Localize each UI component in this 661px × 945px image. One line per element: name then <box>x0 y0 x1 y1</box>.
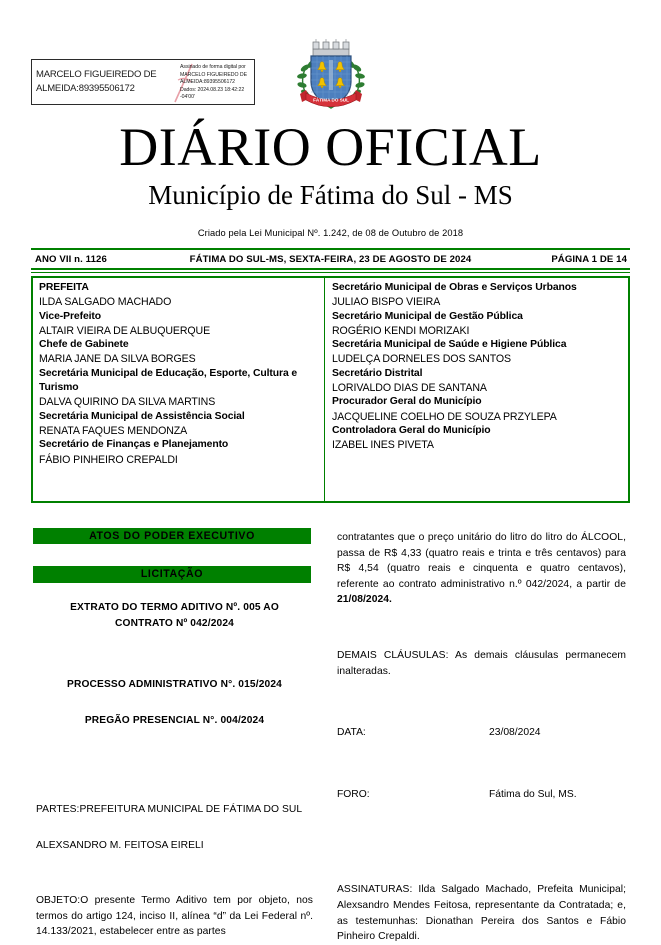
signature-name-line-2: ALMEIDA:89395506172 <box>36 83 135 94</box>
digital-signature-stamp <box>31 59 255 105</box>
official-person: MARIA JANE DA SILVA BORGES <box>39 353 196 366</box>
officials-left-column <box>39 281 321 467</box>
section-banner-licitacao: LICITAÇÃO <box>33 566 311 583</box>
partes-line: PARTES:PREFEITURA MUNICIPAL DE FÁTIMA DO SUL <box>36 804 303 815</box>
official-role: Secretário Municipal de Gestão Pública <box>332 310 523 322</box>
page-title: DIÁRIO OFICIAL <box>119 117 542 177</box>
officials-right-column <box>332 281 622 453</box>
infobar-rule-bottom <box>31 268 630 270</box>
official-role: Vice-Prefeito <box>39 310 102 322</box>
infobar <box>31 252 630 267</box>
content-column-right <box>337 530 626 945</box>
creation-law-line: Criado pela Lei Municipal Nº. 1.242, de 08 de Outubro de 2018 <box>197 228 464 238</box>
objeto-continuation-paragraph <box>337 530 626 608</box>
official-role: Procurador Geral do Município <box>332 396 482 408</box>
foro-value: Fátima do Sul, MS. <box>489 788 577 800</box>
pregao-presencial-heading: PREGÃO PRESENCIAL N°. 004/2024 <box>84 714 265 726</box>
official-role: Secretária Municipal de Saúde e Higiene Pública <box>332 339 567 351</box>
signature-detail-line-3: ALMEIDA:89395506172 <box>180 79 236 86</box>
official-person: ILDA SALGADO MACHADO <box>39 296 172 309</box>
data-label: DATA: <box>337 727 366 739</box>
official-person: ALTAIR VIEIRA DE ALBUQUERQUE <box>39 324 211 337</box>
officials-box <box>31 276 630 503</box>
official-role: PREFEITA <box>39 282 89 293</box>
official-person: DALVA QUIRINO DA SILVA MARTINS <box>39 396 216 409</box>
assinaturas-paragraph: ASSINATURAS: Ilda Salgado Machado, Prefeita Municipal; Alexsandro Mendes Feitosa, representante da Contratada; e, as testemunhas: Dionathan Pereira dos Santos e Fábio Pinheiro Crepaldi. <box>337 884 626 943</box>
objeto-paragraph: OBJETO:O presente Termo Aditivo tem por objeto, nos termos do artigo 124, inciso II, alínea “d” da Lei Federal nº. 14.133/2021, estabelecer entre as partes <box>36 895 313 938</box>
coat-of-arms-icon <box>296 36 366 120</box>
official-person: RENATA FAQUES MENDONZA <box>39 424 188 437</box>
infobar-year-issue: ANO VII n. 1126 <box>35 254 107 265</box>
content-column-left <box>36 600 313 940</box>
signature-detail-line-2: MARCELO FIGUEIREDO DE <box>180 71 247 78</box>
infobar-rule-top <box>31 248 630 250</box>
demais-clausulas-paragraph: DEMAIS CLÁUSULAS: As demais cláusulas permanecem inalteradas. <box>337 649 626 677</box>
signature-details <box>180 64 255 102</box>
official-role: Secretária Municipal de Assistência Social <box>39 410 245 422</box>
infobar-rule-bottom-thin <box>31 272 630 273</box>
signature-detail-line-1: Assinado de forma digital por <box>180 64 246 70</box>
infobar-city-date: FÁTIMA DO SUL-MS, SEXTA-FEIRA, 23 DE AGOSTO DE 2024 <box>189 254 472 265</box>
official-person: FÁBIO PINHEIRO CREPALDI <box>39 453 178 466</box>
foro-row <box>337 787 626 803</box>
infobar-page-number: PÁGINA 1 DE 14 <box>551 254 627 265</box>
processo-administrativo-heading: PROCESSO ADMINISTRATIVO N°. 015/2024 <box>67 679 282 690</box>
official-role: Secretário Municipal de Obras e Serviços Urbanos <box>332 282 577 293</box>
official-person: LORIVALDO DIAS DE SANTANA <box>332 382 487 395</box>
official-role: Secretário de Finanças e Planejamento <box>39 439 229 451</box>
official-role: Controladora Geral do Município <box>332 424 491 436</box>
data-row <box>337 725 626 741</box>
official-person: JULIAO BISPO VIEIRA <box>332 296 441 309</box>
foro-label: FORO: <box>337 788 370 800</box>
signature-detail-line-4: Dados: 2024.08.23 18:42:22 -04'00' <box>180 86 245 101</box>
contratada-line: ALEXSANDRO M. FEITOSA EIRELI <box>36 839 204 851</box>
signature-name-line-1: MARCELO FIGUEIREDO DE <box>36 69 157 80</box>
page-subtitle: Município de Fátima do Sul - MS <box>148 180 513 210</box>
extract-heading-line-1: EXTRATO DO TERMO ADITIVO Nº. 005 AO <box>70 602 279 613</box>
official-role: Secretário Distrital <box>332 367 423 379</box>
official-person: LUDELÇA DORNELES DOS SANTOS <box>332 353 512 366</box>
official-person: ROGÉRIO KENDI MORIZAKI <box>332 324 470 337</box>
data-value: 23/08/2024 <box>489 727 541 739</box>
official-person: IZABEL INES PIVETA <box>332 439 434 452</box>
objeto-effective-date: 21/08/2024. <box>337 594 392 606</box>
official-role: Chefe de Gabinete <box>39 339 129 351</box>
masthead <box>0 118 661 240</box>
officials-column-divider <box>324 278 325 501</box>
section-banner-executive: ATOS DO PODER EXECUTIVO <box>33 528 311 544</box>
official-person: JACQUELINE COELHO DE SOUZA PRZYLEPA <box>332 410 557 423</box>
signature-name <box>36 68 182 96</box>
official-role: Secretária Municipal de Educação, Esporte, Cultura e Turismo <box>39 367 298 394</box>
svg-text:FÁTIMA DO SUL: FÁTIMA DO SUL <box>313 97 349 103</box>
extract-heading-line-2: CONTRATO Nº 042/2024 <box>114 617 234 629</box>
objeto-continuation-text: contratantes que o preço unitário do litro do litro do ÁLCOOL, passa de R$ 4,33 (quatro reais e trinta e três centavos) para R$ 4,54 (quatro reais e cinquenta e quatro centavos), referente ao contrato administrativo n.º 042/2024, a partir de <box>337 532 626 590</box>
